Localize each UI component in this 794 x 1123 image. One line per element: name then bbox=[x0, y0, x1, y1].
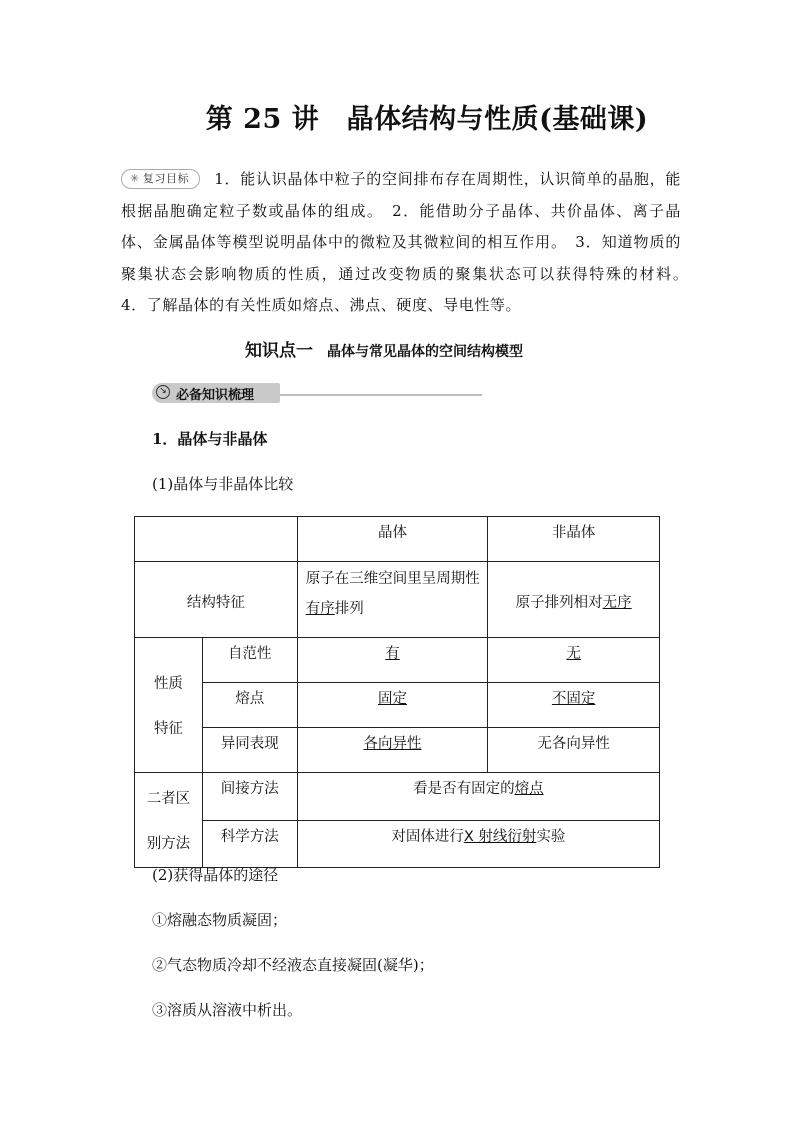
way-item-2: ②气态物质冷却不经液态直接凝固(凝华)； bbox=[152, 956, 434, 974]
heading-comparison: (1)晶体与非晶体比较 bbox=[152, 475, 294, 493]
table-cell-empty bbox=[135, 517, 298, 562]
cell-aniso-crystal bbox=[297, 728, 488, 773]
structure-non-text: 原子排列相对 bbox=[515, 595, 603, 611]
row-label-melt: 熔点 bbox=[202, 683, 297, 728]
cell-shape-crystal bbox=[297, 638, 488, 683]
science-underline: X 射线衍射 bbox=[463, 828, 537, 845]
header-noncrystal: 非晶体 bbox=[488, 517, 660, 562]
group-property-line2: 特征 bbox=[153, 721, 183, 737]
row-label-aniso: 异同表现 bbox=[202, 728, 297, 773]
objectives-text: 1．能认识晶体中粒子的空间排布存在周期性，认识简单的晶胞，能根据晶胞确定粒子数或晶体的组成。 2．能借助分子晶体、共价晶体、离子晶体、金属晶体等模型说明晶体中的微粒及其微粒间的相互作用。 3．知道物质的聚集状态会影响物质的性质，通过改变物质的聚集状态可以获得特殊的材料。 4．了解晶体的有关性质如熔点、沸点、硬度、导电性等。 bbox=[121, 170, 697, 314]
objectives-badge-label: 复习目标 bbox=[142, 172, 190, 185]
table-row bbox=[135, 683, 660, 728]
section-divider bbox=[272, 394, 482, 396]
cell-melt-crystal bbox=[297, 683, 488, 728]
table-row bbox=[135, 638, 660, 683]
comparison-table bbox=[134, 516, 660, 868]
indirect-text: 看是否有固定的 bbox=[413, 781, 515, 797]
cell-science bbox=[297, 820, 659, 868]
way-item-3: ③溶质从溶液中析出。 bbox=[152, 1001, 303, 1019]
cell-aniso-noncrystal: 无各向异性 bbox=[488, 728, 660, 773]
review-objectives bbox=[121, 164, 697, 322]
row-label-structure: 结构特征 bbox=[135, 562, 298, 638]
science-suffix: 实验 bbox=[536, 828, 566, 845]
aniso-crystal-value: 各向异性 bbox=[363, 736, 422, 752]
section-bar bbox=[152, 382, 482, 404]
table-row bbox=[135, 820, 660, 868]
check-icon: ↘ bbox=[156, 385, 170, 399]
table-row bbox=[135, 517, 660, 562]
science-text: 对固体进行 bbox=[391, 828, 464, 845]
group-distinguish-line1: 二者区 bbox=[146, 791, 191, 807]
cell-indirect bbox=[297, 773, 659, 821]
header-crystal: 晶体 bbox=[297, 517, 488, 562]
row-label-science: 科学方法 bbox=[202, 820, 297, 868]
table-row bbox=[135, 562, 660, 638]
section-label: 必备知识梳理 bbox=[176, 388, 255, 403]
heading-ways: (2)获得晶体的途径 bbox=[152, 866, 279, 884]
knowledge-point-title bbox=[245, 336, 523, 361]
row-label-indirect: 间接方法 bbox=[202, 773, 297, 821]
table-row bbox=[135, 773, 660, 821]
structure-crystal-suffix: 排列 bbox=[334, 601, 364, 617]
shape-noncrystal-value: 无 bbox=[566, 646, 581, 662]
group-property-line1: 性质 bbox=[153, 676, 183, 692]
group-distinguish-line2: 别方法 bbox=[146, 836, 191, 852]
structure-crystal-text: 原子在三维空间里呈周期性 bbox=[305, 571, 480, 587]
melt-crystal-value: 固定 bbox=[378, 691, 408, 707]
table-row bbox=[135, 728, 660, 773]
way-item-1: ①熔融态物质凝固； bbox=[152, 911, 288, 929]
group-label-property bbox=[135, 638, 203, 773]
sparkle-icon: ✳ bbox=[130, 172, 140, 185]
indirect-underline: 熔点 bbox=[514, 781, 544, 797]
knowledge-point-label: 知识点一 bbox=[245, 341, 313, 361]
structure-non-underline: 无序 bbox=[602, 595, 632, 611]
knowledge-point-subtitle: 晶体与常见晶体的空间结构模型 bbox=[327, 344, 523, 360]
row-label-shape: 自范性 bbox=[202, 638, 297, 683]
page-title: 第 25 讲 晶体结构与性质(基础课) bbox=[205, 104, 649, 135]
cell-structure-noncrystal bbox=[488, 562, 660, 638]
structure-crystal-underline: 有序 bbox=[305, 601, 335, 617]
heading-crystal-noncrystal: 1．晶体与非晶体 bbox=[152, 430, 268, 448]
melt-noncrystal-value: 不固定 bbox=[551, 691, 596, 707]
cell-shape-noncrystal bbox=[488, 638, 660, 683]
shape-crystal-value: 有 bbox=[385, 646, 400, 662]
group-label-distinguish bbox=[135, 773, 203, 868]
cell-melt-noncrystal bbox=[488, 683, 660, 728]
objectives-badge bbox=[121, 169, 200, 189]
cell-structure-crystal bbox=[297, 562, 488, 638]
